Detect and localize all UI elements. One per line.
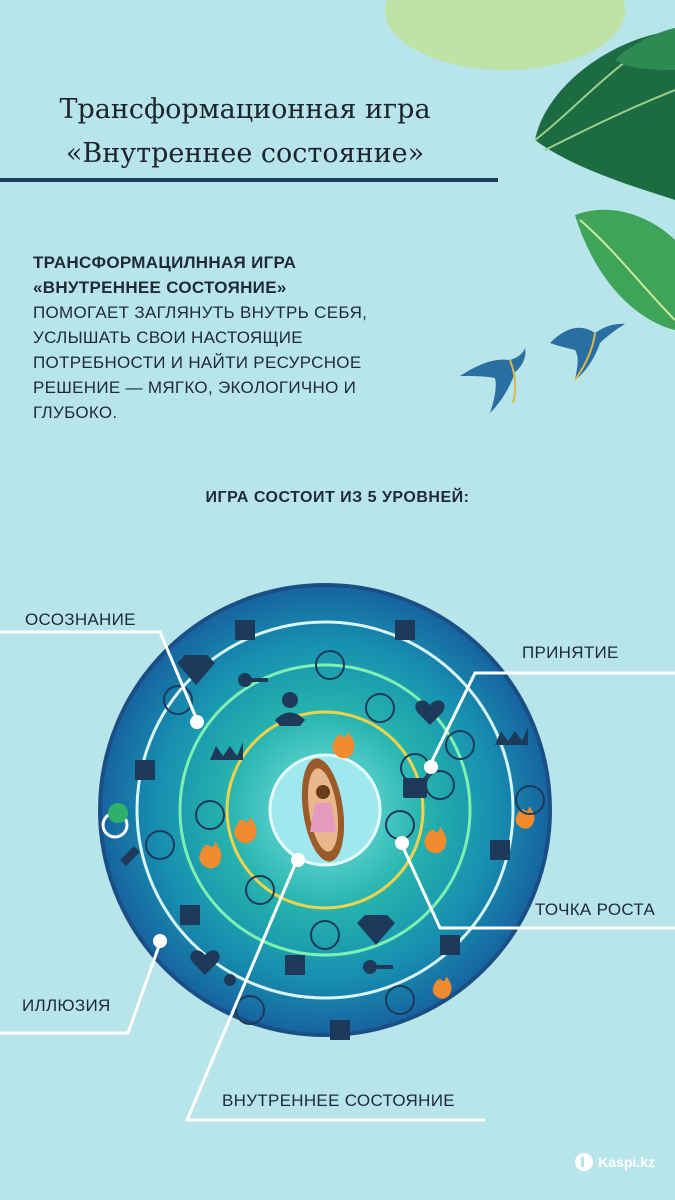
title-line-2: «Внутреннее состояние» bbox=[65, 138, 425, 169]
kaspi-logo-icon bbox=[575, 1153, 593, 1171]
intro-bold-line-2: «ВНУТРЕННЕЕ СОСТОЯНИЕ» bbox=[33, 278, 287, 297]
illusion-leader-line bbox=[0, 943, 160, 1033]
brand-name: Kaspi.kz bbox=[598, 1154, 655, 1170]
page-title bbox=[0, 88, 490, 176]
intro-body: ПОМОГАЕТ ЗАГЛЯНУТЬ ВНУТРЬ СЕБЯ, УСЛЫШАТЬ СВОИ НАСТОЯЩИЕ ПОТРЕБНОСТИ И НАЙТИ РЕСУРСНОЕ РЕШЕНИЕ — МЯГКО, ЭКОЛОГИЧНО И ГЛУБОКО. bbox=[33, 303, 368, 422]
title-divider bbox=[0, 178, 498, 182]
illusion-dot bbox=[153, 934, 167, 948]
acceptance-dot bbox=[424, 760, 438, 774]
level-illusion-label: ИЛЛЮЗИЯ bbox=[22, 996, 111, 1015]
level-acceptance-label: ПРИНЯТИЕ bbox=[522, 643, 619, 662]
birds-decoration bbox=[455, 318, 630, 418]
awareness-dot bbox=[190, 715, 204, 729]
inner-state-dot bbox=[291, 853, 305, 867]
meditation-icon bbox=[282, 692, 298, 708]
key-icon bbox=[363, 960, 377, 974]
level-awareness-label: ОСОЗНАНИЕ bbox=[25, 610, 136, 629]
level-inner-state-label: ВНУТРЕННЕЕ СОСТОЯНИЕ bbox=[222, 1091, 455, 1110]
growth-point-dot bbox=[395, 836, 409, 850]
brand-watermark bbox=[575, 1153, 655, 1171]
bird-icon bbox=[460, 348, 525, 413]
key-icon bbox=[238, 673, 252, 687]
bird-icon bbox=[550, 324, 625, 380]
level-growth-point-label: ТОЧКА РОСТА bbox=[535, 900, 656, 919]
levels-heading: ИГРА СОСТОИТ ИЗ 5 УРОВНЕЙ: bbox=[205, 489, 470, 506]
title-line-1: Трансформационная игра bbox=[59, 94, 431, 125]
pale-leaf bbox=[385, 0, 625, 70]
leaf-icon bbox=[575, 210, 675, 330]
intro-text bbox=[33, 250, 413, 425]
intro-bold-line-1: ТРАНСФОРМАЦИЛННАЯ ИГРА bbox=[33, 253, 297, 272]
leaf-icon bbox=[108, 803, 128, 823]
